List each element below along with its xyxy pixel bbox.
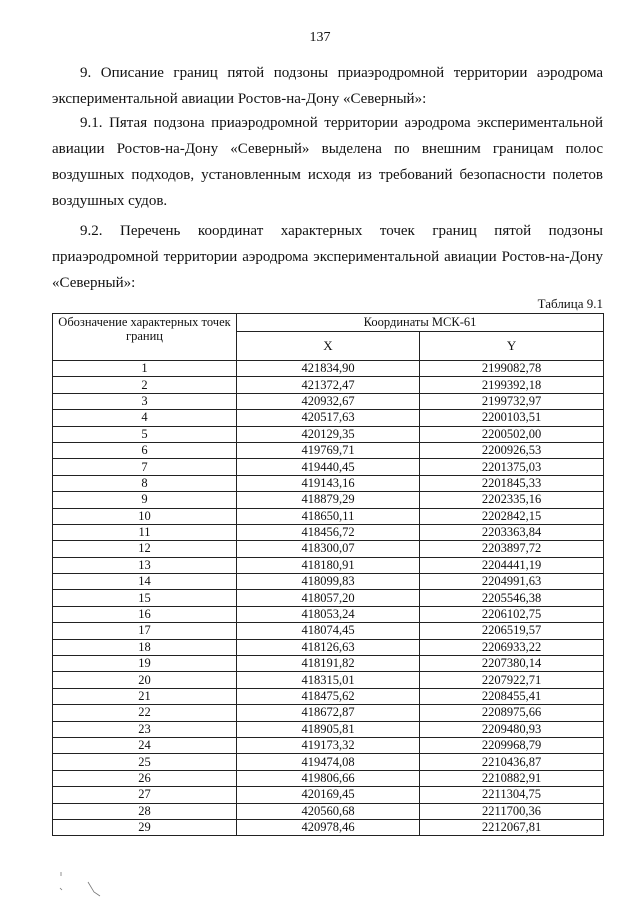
point-cell: 6 — [53, 442, 237, 458]
y-cell: 2209480,93 — [420, 721, 604, 737]
x-cell: 418672,87 — [237, 705, 420, 721]
table-row — [53, 770, 604, 786]
y-cell: 2211304,75 — [420, 787, 604, 803]
x-cell: 419769,71 — [237, 442, 420, 458]
table-row — [53, 737, 604, 753]
point-cell: 25 — [53, 754, 237, 770]
y-cell: 2206933,22 — [420, 639, 604, 655]
y-cell: 2208975,66 — [420, 705, 604, 721]
y-cell: 2202335,16 — [420, 492, 604, 508]
point-cell: 14 — [53, 574, 237, 590]
y-cell: 2206102,75 — [420, 606, 604, 622]
table-row — [53, 557, 604, 573]
x-cell: 418475,62 — [237, 688, 420, 704]
x-cell: 418650,11 — [237, 508, 420, 524]
point-cell: 8 — [53, 475, 237, 491]
point-cell: 2 — [53, 377, 237, 393]
x-cell: 418126,63 — [237, 639, 420, 655]
point-cell: 3 — [53, 393, 237, 409]
point-cell: 18 — [53, 639, 237, 655]
y-cell: 2210436,87 — [420, 754, 604, 770]
point-cell: 24 — [53, 737, 237, 753]
x-cell: 418074,45 — [237, 623, 420, 639]
table-row — [53, 377, 604, 393]
point-cell: 22 — [53, 705, 237, 721]
y-cell: 2204991,63 — [420, 574, 604, 590]
x-cell: 418315,01 — [237, 672, 420, 688]
point-cell: 13 — [53, 557, 237, 573]
section-9-1-text: 9.1. Пятая подзона приаэродромной территории аэродрома экспериментальной авиации Ростов-на-Дону «Северный» выделена по внешним границам полос воздушных подходов, установленным исходя из требований безопасности полетов воздушных судов. — [52, 115, 603, 209]
point-cell: 9 — [53, 492, 237, 508]
x-cell: 421372,47 — [237, 377, 420, 393]
x-cell: 419440,45 — [237, 459, 420, 475]
y-cell: 2201845,33 — [420, 475, 604, 491]
table-row — [53, 590, 604, 606]
header-y: Y — [420, 332, 604, 361]
table-row — [53, 639, 604, 655]
section-9-2-text: 9.2. Перечень координат характерных точек границ пятой подзоны приаэродромной территории аэродрома экспериментальной авиации Ростов-на-Дону «Северный»: — [52, 223, 603, 291]
table-row — [53, 787, 604, 803]
header-point-label: Обозначение характерных точек границ — [53, 314, 237, 361]
y-cell: 2199732,97 — [420, 393, 604, 409]
table-caption: Таблица 9.1 — [537, 296, 603, 311]
x-cell: 418053,24 — [237, 606, 420, 622]
x-cell: 418180,91 — [237, 557, 420, 573]
point-cell: 7 — [53, 459, 237, 475]
table-row — [53, 426, 604, 442]
y-cell: 2200926,53 — [420, 442, 604, 458]
table-row — [53, 410, 604, 426]
y-cell: 2200103,51 — [420, 410, 604, 426]
point-cell: 28 — [53, 803, 237, 819]
table-row — [53, 688, 604, 704]
header-x: X — [237, 332, 420, 361]
table-row — [53, 672, 604, 688]
y-cell: 2199082,78 — [420, 361, 604, 377]
table-row — [53, 574, 604, 590]
x-cell: 418057,20 — [237, 590, 420, 606]
table-row — [53, 803, 604, 819]
table-row — [53, 524, 604, 540]
point-cell: 20 — [53, 672, 237, 688]
point-cell: 10 — [53, 508, 237, 524]
coordinates-table — [52, 313, 604, 836]
table-row — [53, 721, 604, 737]
scan-artifacts — [58, 870, 118, 900]
table-row — [53, 361, 604, 377]
y-cell: 2202842,15 — [420, 508, 604, 524]
point-cell: 15 — [53, 590, 237, 606]
y-cell: 2212067,81 — [420, 819, 604, 835]
x-cell: 418905,81 — [237, 721, 420, 737]
x-cell: 419143,16 — [237, 475, 420, 491]
point-cell: 26 — [53, 770, 237, 786]
table-row — [53, 393, 604, 409]
y-cell: 2207380,14 — [420, 656, 604, 672]
x-cell: 421834,90 — [237, 361, 420, 377]
y-cell: 2206519,57 — [420, 623, 604, 639]
table-row — [53, 606, 604, 622]
x-cell: 418879,29 — [237, 492, 420, 508]
table-row — [53, 754, 604, 770]
point-cell: 27 — [53, 787, 237, 803]
x-cell: 420560,68 — [237, 803, 420, 819]
table-row — [53, 508, 604, 524]
y-cell: 2208455,41 — [420, 688, 604, 704]
x-cell: 420932,67 — [237, 393, 420, 409]
y-cell: 2199392,18 — [420, 377, 604, 393]
y-cell: 2200502,00 — [420, 426, 604, 442]
y-cell: 2210882,91 — [420, 770, 604, 786]
y-cell: 2203363,84 — [420, 524, 604, 540]
section-9-heading — [52, 60, 603, 112]
point-cell: 1 — [53, 361, 237, 377]
point-cell: 12 — [53, 541, 237, 557]
point-cell: 17 — [53, 623, 237, 639]
x-cell: 420978,46 — [237, 819, 420, 835]
page-number: 137 — [309, 30, 331, 45]
table-row — [53, 623, 604, 639]
x-cell: 419173,32 — [237, 737, 420, 753]
x-cell: 419474,08 — [237, 754, 420, 770]
table-row — [53, 541, 604, 557]
x-cell: 420169,45 — [237, 787, 420, 803]
x-cell: 420129,35 — [237, 426, 420, 442]
table-row — [53, 656, 604, 672]
y-cell: 2209968,79 — [420, 737, 604, 753]
point-cell: 16 — [53, 606, 237, 622]
y-cell: 2207922,71 — [420, 672, 604, 688]
x-cell: 420517,63 — [237, 410, 420, 426]
section-9-1-paragraph — [52, 110, 603, 214]
point-cell: 29 — [53, 819, 237, 835]
x-cell: 418456,72 — [237, 524, 420, 540]
table-row — [53, 492, 604, 508]
point-cell: 11 — [53, 524, 237, 540]
x-cell: 418300,07 — [237, 541, 420, 557]
table-row — [53, 442, 604, 458]
point-cell: 19 — [53, 656, 237, 672]
point-cell: 5 — [53, 426, 237, 442]
point-cell: 4 — [53, 410, 237, 426]
point-cell: 23 — [53, 721, 237, 737]
table-row — [53, 475, 604, 491]
section-9-2-paragraph — [52, 218, 603, 296]
y-cell: 2203897,72 — [420, 541, 604, 557]
y-cell: 2204441,19 — [420, 557, 604, 573]
header-coordinates: Координаты МСК-61 — [237, 314, 604, 332]
x-cell: 418191,82 — [237, 656, 420, 672]
y-cell: 2201375,03 — [420, 459, 604, 475]
x-cell: 419806,66 — [237, 770, 420, 786]
section-9-heading-text: 9. Описание границ пятой подзоны приаэродромной территории аэродрома экспериментальной авиации Ростов-на-Дону «Северный»: — [52, 65, 603, 107]
table-row — [53, 819, 604, 835]
table-row — [53, 459, 604, 475]
point-cell: 21 — [53, 688, 237, 704]
table-body — [53, 361, 604, 836]
y-cell: 2205546,38 — [420, 590, 604, 606]
x-cell: 418099,83 — [237, 574, 420, 590]
table-row — [53, 705, 604, 721]
y-cell: 2211700,36 — [420, 803, 604, 819]
